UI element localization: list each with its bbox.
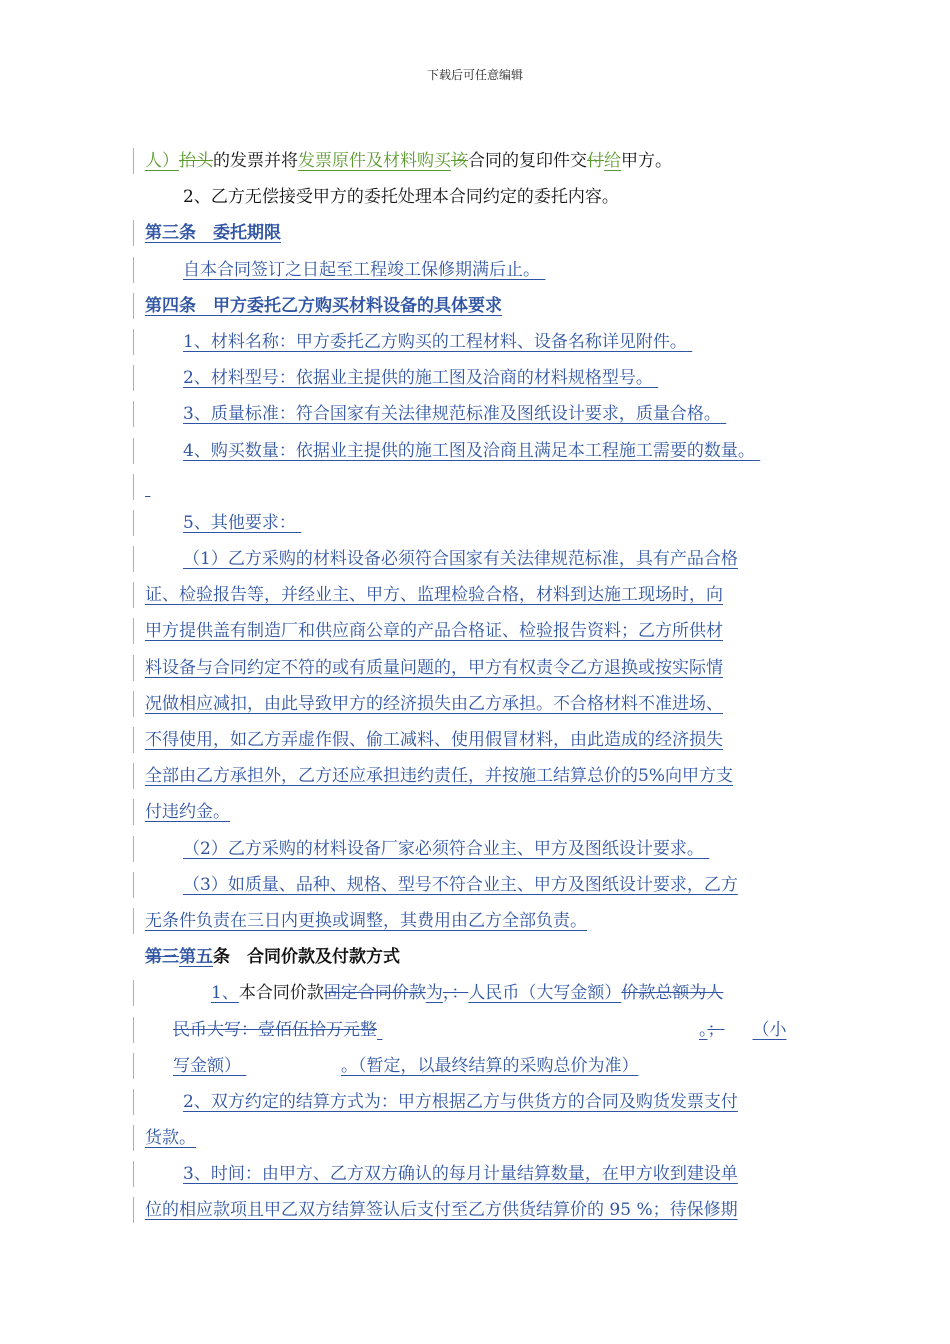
price-line-3: 写金额） 。（暂定，以最终结算的采购总价为准）	[145, 1048, 825, 1084]
inserted-text: 发票原件及材料购买	[298, 151, 451, 171]
article-3-heading: 第三条 委托期限	[145, 215, 825, 251]
text: 合同的复印件交	[468, 151, 587, 171]
req-1-line: 不得使用，如乙方弄虚作假、偷工减料、使用假冒材料，由此造成的经济损失	[145, 722, 825, 758]
item-1: 1、材料名称：甲方委托乙方购买的工程材料、设备名称详见附件。	[145, 324, 825, 360]
article-3-body: 自本合同签订之日起至工程竣工保修期满后止。	[145, 252, 825, 288]
time-line-1: 3、时间：由甲方、乙方双方确认的每月计量结算数量，在甲方收到建设单	[145, 1156, 825, 1192]
req-1-line: 付违约金。	[145, 794, 825, 830]
payment-line-2: 货款。	[145, 1120, 825, 1156]
price-line-2: 民币大写：壹佰伍拾万元整 。； （小	[145, 1012, 825, 1048]
deleted-text: 抬头	[179, 151, 213, 171]
deleted-text: 付	[587, 151, 604, 171]
req-1-line: （1）乙方采购的材料设备必须符合国家有关法律规范标准，具有产品合格	[145, 541, 825, 577]
item-4: 4、购买数量：依据业主提供的施工图及洽商且满足本工程施工需要的数量。	[145, 433, 825, 469]
deleted-text: 该	[451, 151, 468, 171]
inserted-text: 人）	[145, 151, 179, 171]
line-invoice	[145, 143, 825, 179]
req-1-line: 证、检验报告等，并经业主、甲方、监理检验合格，材料到达施工现场时，向	[145, 577, 825, 613]
item-3: 3、质量标准：符合国家有关法律规范标准及图纸设计要求，质量合格。	[145, 396, 825, 432]
text: 甲方。	[621, 151, 672, 171]
item-4-cont	[145, 469, 825, 505]
req-1-line: 甲方提供盖有制造厂和供应商公章的产品合格证、检验报告资料；乙方所供材	[145, 613, 825, 649]
inserted-text: 给	[604, 151, 621, 171]
req-1-line: 料设备与合同约定不符的或有质量问题的，甲方有权责令乙方退换或按实际情	[145, 650, 825, 686]
document-body	[145, 143, 825, 1229]
req-1-line: 况做相应减扣，由此导致甲方的经济损失由乙方承担。不合格材料不准进场、	[145, 686, 825, 722]
req-3-line: （3）如质量、品种、规格、型号不符合业主、甲方及图纸设计要求，乙方	[145, 867, 825, 903]
payment-line-1: 2、双方约定的结算方式为：甲方根据乙方与供货方的合同及购货发票支付	[145, 1084, 825, 1120]
clause-2: 2、乙方无偿接受甲方的委托处理本合同约定的委托内容。	[183, 187, 619, 208]
text: 的发票并将	[213, 151, 298, 171]
item-2: 2、材料型号：依据业主提供的施工图及洽商的材料规格型号。	[145, 360, 825, 396]
req-3-line: 无条件负责在三日内更换或调整，其费用由乙方全部负责。	[145, 903, 825, 939]
req-1-line: 全部由乙方承担外，乙方还应承担违约责任，并按施工结算总价的5%向甲方支	[145, 758, 825, 794]
price-line-1: 1、本合同价款固定合同价款为，：人民币（大写金额）价款总额为人	[145, 975, 825, 1011]
time-line-2: 位的相应款项且甲乙双方结算签认后支付至乙方供货结算价的 95 %；待保修期	[145, 1192, 825, 1228]
req-2: （2）乙方采购的材料设备厂家必须符合业主、甲方及图纸设计要求。	[145, 831, 825, 867]
item-5: 5、其他要求：	[145, 505, 825, 541]
article-4-heading: 第四条 甲方委托乙方购买材料设备的具体要求	[145, 288, 825, 324]
article-5-heading: 第三第五条 合同价款及付款方式	[145, 947, 400, 968]
page-header: 下载后可任意编辑	[426, 68, 523, 82]
